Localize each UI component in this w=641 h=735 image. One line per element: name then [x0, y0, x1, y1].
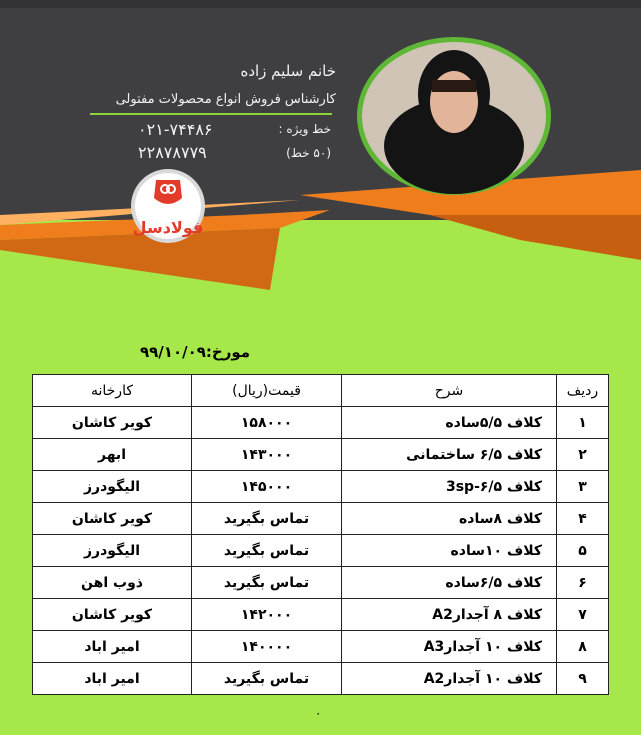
row-number: ۲: [557, 439, 609, 471]
product-desc: کلاف ۱۰ آجدارA2: [342, 663, 557, 695]
product-desc: کلاف ۱۰ساده: [342, 535, 557, 567]
table-row: [33, 503, 609, 535]
table-row: [33, 631, 609, 663]
col-header-desc: شرح: [342, 375, 557, 407]
top-strip: [0, 0, 641, 8]
row-number: ۳: [557, 471, 609, 503]
table-row: [33, 599, 609, 631]
product-desc: کلاف ۶/۵ساده: [342, 567, 557, 599]
page-number: ۰: [315, 706, 322, 720]
row-number: ۱: [557, 407, 609, 439]
product-price: تماس بگیرید: [192, 567, 342, 599]
row-number: ۸: [557, 631, 609, 663]
product-factory: کویر کاشان: [33, 407, 192, 439]
price-table: [32, 374, 609, 695]
row-number: ۵: [557, 535, 609, 567]
product-price: ۱۵۸۰۰۰: [192, 407, 342, 439]
product-factory: کویر کاشان: [33, 503, 192, 535]
product-desc: کلاف ۶/۵-3sp: [342, 471, 557, 503]
contact-title: کارشناس فروش انواع محصولات مفتولی: [115, 92, 336, 107]
product-desc: کلاف ۸ساده: [342, 503, 557, 535]
col-header-price: قیمت(ریال): [192, 375, 342, 407]
table-row: [33, 535, 609, 567]
product-price: تماس بگیرید: [192, 663, 342, 695]
table-row: [33, 567, 609, 599]
row-number: ۹: [557, 663, 609, 695]
lines-number: ۲۲۸۷۸۷۷۹: [138, 143, 207, 162]
orange-shade-right: [430, 215, 641, 260]
logo-text: فولادسل: [132, 218, 204, 237]
table-row: [33, 471, 609, 503]
product-factory: ذوب اهن: [33, 567, 192, 599]
product-factory: کویر کاشان: [33, 599, 192, 631]
row-number: ۷: [557, 599, 609, 631]
col-header-row: ردیف: [557, 375, 609, 407]
row-number: ۶: [557, 567, 609, 599]
phone-label: خط ویژه :: [278, 122, 331, 136]
table-row: [33, 407, 609, 439]
price-date: مورخ:۹۹/۱۰/۰۹: [140, 343, 251, 361]
product-factory: امیر اباد: [33, 663, 192, 695]
col-header-factory: کارخانه: [33, 375, 192, 407]
table-header-row: [33, 375, 609, 407]
product-desc: کلاف ۸ آجدارA2: [342, 599, 557, 631]
product-price: تماس بگیرید: [192, 535, 342, 567]
product-desc: کلاف ۵/۵ساده: [342, 407, 557, 439]
hair: [432, 80, 476, 92]
profile-photo: [356, 36, 552, 196]
phone-number: ۰۲۱-۷۴۴۸۶: [138, 120, 213, 139]
product-factory: الیگودرز: [33, 471, 192, 503]
product-price: ۱۴۰۰۰۰: [192, 631, 342, 663]
lines-label: (۵۰ خط): [286, 146, 331, 160]
product-price: ۱۴۳۰۰۰: [192, 439, 342, 471]
table-row: [33, 439, 609, 471]
product-desc: کلاف ۶/۵ ساختمانی: [342, 439, 557, 471]
title-underline: [90, 113, 332, 115]
product-price: تماس بگیرید: [192, 503, 342, 535]
product-factory: الیگودرز: [33, 535, 192, 567]
product-factory: امیر اباد: [33, 631, 192, 663]
product-factory: ابهر: [33, 439, 192, 471]
product-price: ۱۴۵۰۰۰: [192, 471, 342, 503]
contact-name: خانم سلیم زاده: [240, 62, 336, 80]
product-price: ۱۴۲۰۰۰: [192, 599, 342, 631]
table-row: [33, 663, 609, 695]
product-desc: کلاف ۱۰ آجدارA3: [342, 631, 557, 663]
row-number: ۴: [557, 503, 609, 535]
